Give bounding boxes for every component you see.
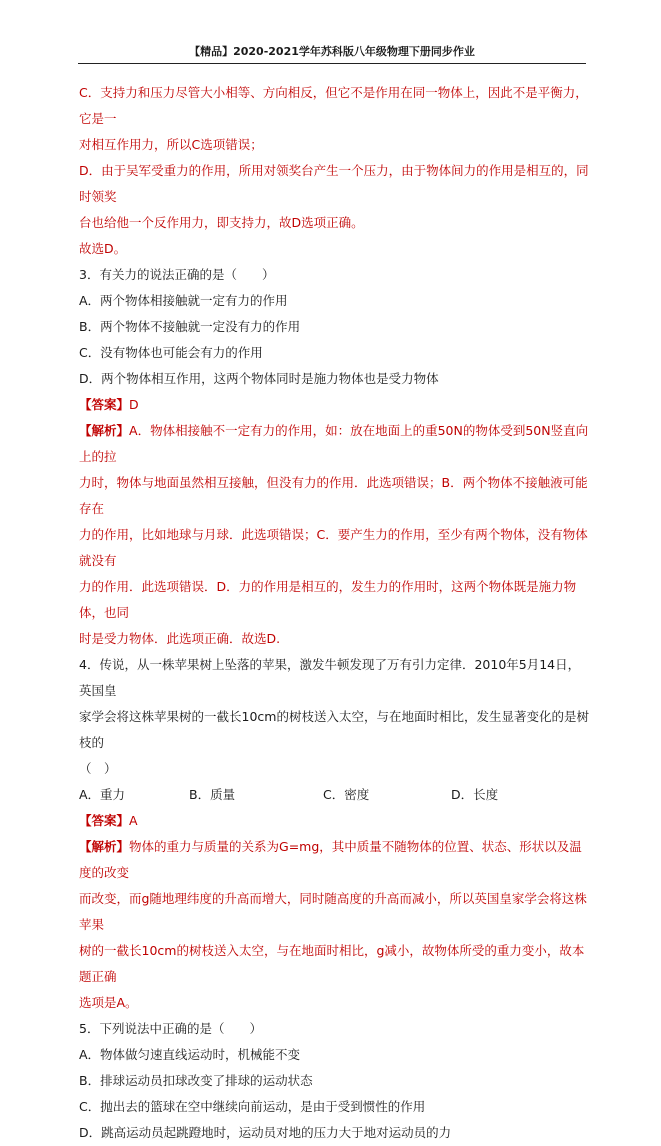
analysis-tag: 【解析】: [79, 423, 130, 438]
answer-tag: 【答案】: [79, 397, 130, 412]
analysis-text: 物体的重力与质量的关系为G=mg，其中质量不随物体的位置、状态、形状以及温度的改变: [79, 839, 582, 880]
prev-conclusion: 故选D。: [79, 241, 127, 256]
question-5-option-d: D．跳高运动员起跳蹬地时，运动员对地的压力大于地对运动员的力: [79, 1125, 452, 1140]
question-3-option-c: C．没有物体也可能会有力的作用: [79, 345, 263, 360]
document-body: [79, 80, 589, 1146]
question-4-stem-line: 4．传说，从一株苹果树上坠落的苹果，激发牛顿发现了万有引力定律．2010年5月14日，英国皇: [79, 657, 581, 698]
question-4-stem-line: 家学会将这株苹果树的一截长10cm的树枝送入太空，与在地面时相比，发生显著变化的是树枝的: [79, 709, 589, 750]
question-4-analysis-line: 树的一截长10cm的树枝送入太空，与在地面时相比，g减小，故物体所受的重力变小，故本题正确: [79, 943, 585, 984]
question-3-analysis-line: 力的作用，比如地球与月球．此选项错误；C．要产生力的作用，至少有两个物体，没有物体就没有: [79, 527, 588, 568]
question-5-stem: 5．下列说法中正确的是（ ）: [79, 1021, 262, 1036]
analysis-text: A．物体相接触不一定有力的作用，如：放在地面上的重50N的物体受到50N竖直向上的拉: [79, 423, 589, 464]
question-5-option-b: B．排球运动员扣球改变了排球的运动状态: [79, 1073, 313, 1088]
question-4-analysis-line: 而改变，而g随地理纬度的升高而增大，同时随高度的升高而减小，所以英国皇家学会将这株苹果: [79, 891, 587, 932]
question-3-option-a: A．两个物体相接触就一定有力的作用: [79, 293, 288, 308]
question-3-answer: [79, 392, 589, 418]
question-4-analysis-line: 选项是A。: [79, 995, 138, 1010]
answer-value: A: [129, 813, 138, 828]
question-5-option-a: A．物体做匀速直线运动时，机械能不变: [79, 1047, 301, 1062]
prev-analysis-line: D．由于吴军受重力的作用，所用对领奖台产生一个压力，由于物体间力的作用是相互的，同时领奖: [79, 163, 589, 204]
question-3-stem: 3．有关力的说法正确的是（ ）: [79, 267, 275, 282]
prev-analysis-line: C．支持力和压力尽管大小相等、方向相反，但它不是作用在同一物体上，因此不是平衡力，它是一: [79, 85, 588, 126]
page-header-title: 【精品】2020-2021学年苏科版八年级物理下册同步作业: [189, 45, 475, 58]
question-3-option-d: D．两个物体相互作用，这两个物体同时是施力物体也是受力物体: [79, 371, 439, 386]
answer-tag: 【答案】: [79, 813, 130, 828]
question-4-option-d: D．长度: [451, 787, 499, 802]
question-4-analysis-line: [79, 834, 589, 886]
question-4-stem-line: （ ）: [79, 761, 117, 776]
question-4-answer: [79, 808, 589, 834]
question-3-analysis-line: [79, 418, 589, 470]
question-4-option-b: B．质量: [189, 787, 236, 802]
question-5-option-c: C．抛出去的篮球在空中继续向前运动，是由于受到惯性的作用: [79, 1099, 426, 1114]
prev-analysis-line: 对相互作用力，所以C选项错误；: [79, 137, 263, 152]
prev-analysis-line: 台也给他一个反作用力，即支持力，故D选项正确。: [79, 215, 364, 230]
answer-value: D: [129, 397, 139, 412]
question-3-analysis-line: 力时，物体与地面虽然相互接触，但没有力的作用．此选项错误；B．两个物体不接触液可能存在: [79, 475, 588, 516]
analysis-tag: 【解析】: [79, 839, 130, 854]
question-3-option-b: B．两个物体不接触就一定没有力的作用: [79, 319, 301, 334]
question-4-options: [79, 782, 589, 808]
question-3-analysis-line: 时是受力物体．此选项正确．故选D.: [79, 631, 281, 646]
question-3-analysis-line: 力的作用．此选项错误．D．力的作用是相互的，发生力的作用时，这两个物体既是施力物体，也同: [79, 579, 577, 620]
question-4-option-a: A．重力: [79, 787, 126, 802]
question-4-option-c: C．密度: [323, 787, 370, 802]
header-divider: [78, 63, 586, 64]
